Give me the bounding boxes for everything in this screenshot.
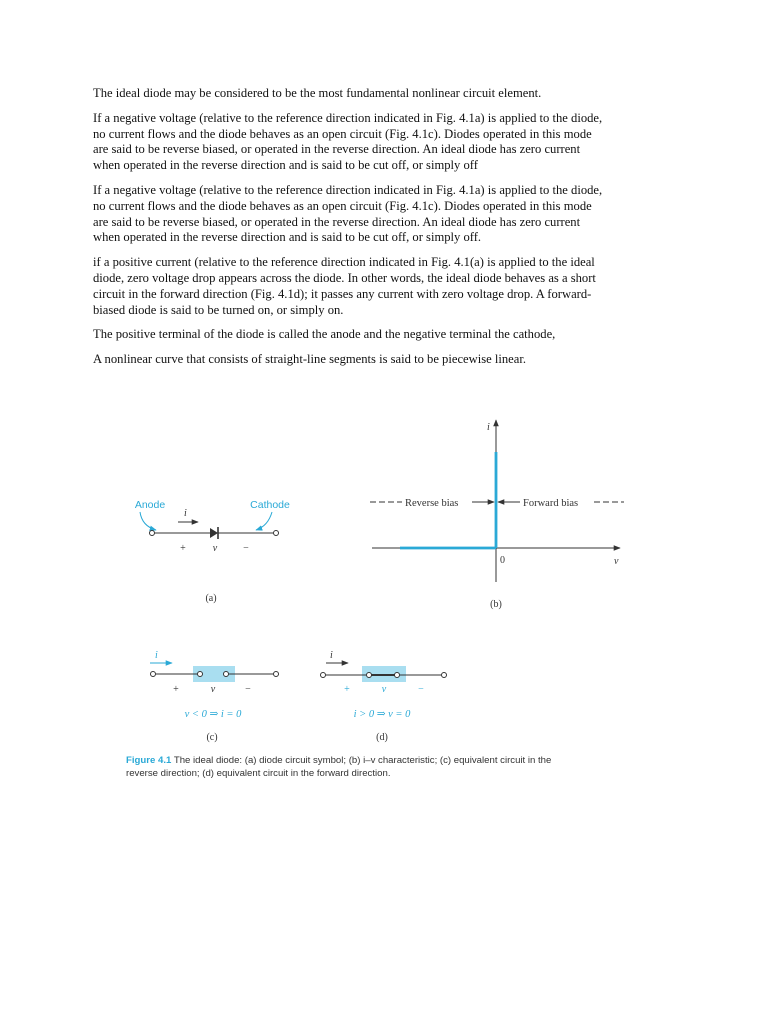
voltage-label-a: v — [212, 543, 218, 554]
cathode-pointer-arrow — [256, 512, 272, 530]
panel-c-open-circuit — [150, 650, 279, 743]
v-axis-label: v — [614, 556, 619, 567]
condition-d: i > 0 ⇒ v = 0 — [353, 709, 411, 720]
paragraph-6: A nonlinear curve that consists of straight-line segments is said to be piecewise linear. — [93, 352, 526, 367]
caption-text: The ideal diode: (a) diode circuit symbol; (b) i–v characteristic; (c) equivalent circuit in the reverse direction; (d) equivalent circuit in the forward direction. — [126, 755, 552, 779]
origin-label: 0 — [500, 555, 505, 566]
terminal-right-d — [442, 673, 447, 678]
open-contact-left — [198, 672, 203, 677]
sublabel-a: (a) — [205, 593, 217, 604]
panel-b-iv-characteristic — [370, 420, 624, 610]
paragraph-2: If a negative voltage (relative to the reference direction indicated in Fig. 4.1a) is applied to the diode, no current flows and the diode behaves as an open circuit (Fig. 4.1c). Diodes operated in this mode are said to be reverse biased, or operated in the reverse direction. An ideal diode has zero current when operated in the reverse direction and is said to be cut off, or simply off — [93, 110, 603, 173]
condition-c: v < 0 ⇒ i = 0 — [184, 709, 242, 720]
plus-label-d: + — [344, 684, 350, 695]
paragraph-5: The positive terminal of the diode is called the anode and the negative terminal the cathode, — [93, 327, 556, 342]
sublabel-b: (b) — [490, 599, 502, 610]
minus-label-a: − — [243, 543, 249, 554]
minus-label-d: − — [418, 684, 424, 695]
voltage-label-d: v — [381, 684, 387, 695]
anode-pointer-arrow — [140, 512, 156, 530]
paragraph-3: If a negative voltage (relative to the reference direction indicated in Fig. 4.1a) is applied to the diode, no current flows and the diode behaves as an open circuit (Fig. 4.1c). Diodes operated in this mode are said to be reverse biased, or operated in the reverse direction. An ideal diode has zero current when operated in the reverse direction and is said to be cut off, or simply off. — [93, 182, 603, 245]
short-contact-left — [367, 673, 372, 678]
i-axis-label: i — [487, 422, 490, 433]
current-label-c: i — [155, 650, 158, 661]
voltage-label-c: v — [210, 684, 216, 695]
diode-triangle — [210, 528, 218, 538]
terminal-left-a — [150, 531, 155, 536]
current-label-a: i — [184, 508, 187, 519]
plus-label-a: + — [180, 543, 186, 554]
anode-label: Anode — [134, 499, 166, 511]
sublabel-d: (d) — [376, 732, 388, 743]
paragraph-1: The ideal diode may be considered to be the most fundamental nonlinear circuit element. — [93, 86, 542, 100]
terminal-left-d — [321, 673, 326, 678]
short-contact-right — [395, 673, 400, 678]
figure-caption — [126, 754, 646, 780]
cathode-label: Cathode — [250, 499, 290, 511]
minus-label-c: − — [245, 684, 251, 695]
current-label-d: i — [330, 650, 333, 661]
panel-d-short-circuit — [321, 650, 447, 743]
terminal-left-c — [151, 672, 156, 677]
terminal-right-a — [274, 531, 279, 536]
open-contact-right — [224, 672, 229, 677]
paragraph-4: if a positive current (relative to the reference direction indicated in Fig. 4.1(a) is applied to the ideal diode, zero voltage drop appears across the diode. In other words, the ideal diode behaves as a short circuit in the forward direction (Fig. 4.1d); it passes any current with zero voltage drop. A forward- biased diode is said to be turned on, or simply on. — [93, 255, 596, 317]
panel-a-diode-symbol — [135, 499, 290, 604]
plus-label-c: + — [173, 684, 179, 695]
forward-bias-label: Forward bias — [523, 498, 579, 509]
caption-label: Figure 4.1 — [126, 755, 172, 766]
reverse-bias-label: Reverse bias — [405, 498, 459, 509]
terminal-right-c — [274, 672, 279, 677]
sublabel-c: (c) — [206, 732, 218, 743]
